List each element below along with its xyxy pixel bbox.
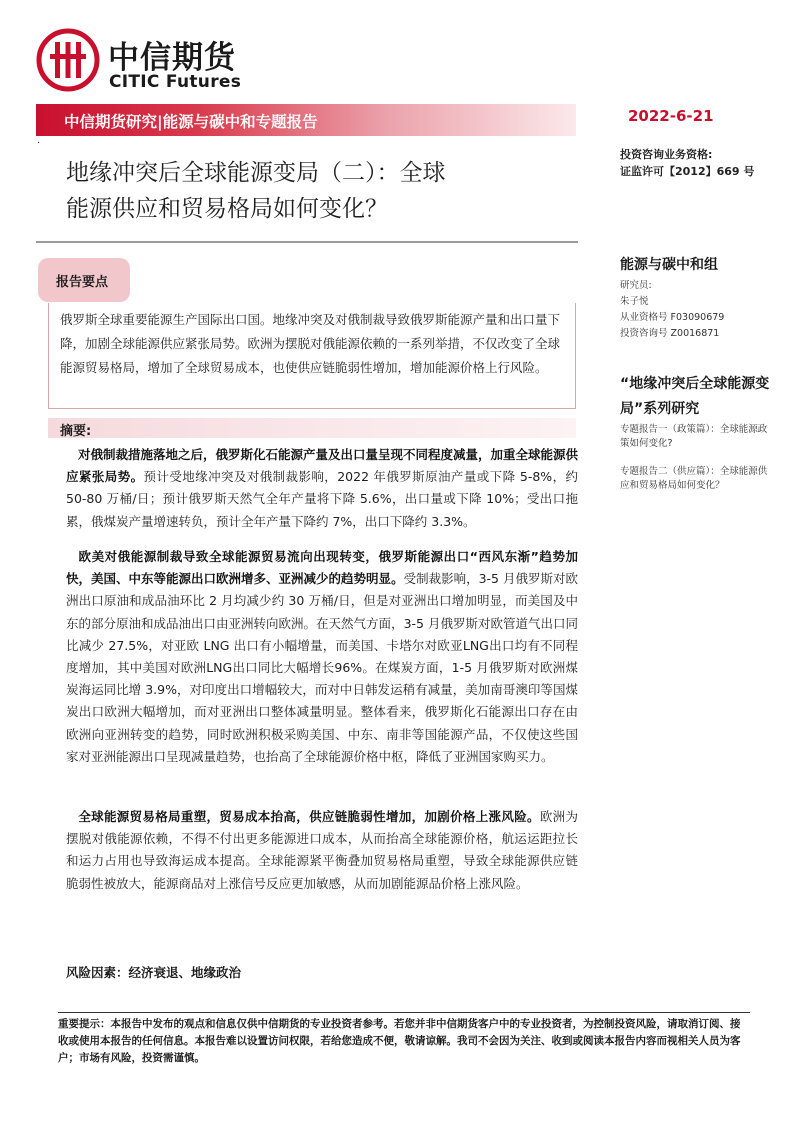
series-title: “地缘冲突后全球能源变局”系列研究 <box>620 376 770 417</box>
analyst-label: 研究员: <box>620 280 652 291</box>
summary-label: 摘要: <box>60 424 92 439</box>
citic-logo-icon <box>36 28 100 92</box>
keypoints-label: 报告要点 <box>56 275 109 290</box>
risk-factors: 风险因素：经济衰退、地缘政治 <box>66 965 242 980</box>
report-title <box>66 155 576 227</box>
title-line-1: 地缘冲突后全球能源变局（二）：全球 <box>66 160 446 186</box>
related-report-1[interactable]: 专题报告一（政策篇）：全球能源政策如何变化? <box>620 424 768 449</box>
summary-paragraph-3 <box>66 806 578 895</box>
related-report-2[interactable]: 专题报告二（供应篇）：全球能源供应和贸易格局如何变化？ <box>620 466 768 491</box>
paragraph-3-body: 欧洲为摆脱对俄能源依赖，不得不付出更多能源进口成本，从而抬高全球能源价格，航运运距拉长和运力占用也导致海运成本提高。全球能源紧平衡叠加贸易格局重塑，导致全球能源供应链脆弱性被放大，能源商品对上涨信号反应更加敏感，从而加剧能源品价格上涨风险。 <box>66 809 578 891</box>
summary-header-bar <box>48 418 576 438</box>
qualification-block <box>620 146 780 180</box>
keypoints-text: 俄罗斯全球重要能源生产国际出口国。地缘冲突及对俄制裁导致俄罗斯能源产量和出口量下降，加剧全球能源供应紧张局势。欧洲为摆脱对俄能源依赖的一系列举措，不仅改变了全球能源贸易格局，增加了全球贸易成本，也使供应链脆弱性增加，增加能源价格上行风险。 <box>60 312 561 375</box>
report-category-banner <box>36 104 576 136</box>
logo-english-name: CITIC Futures <box>109 72 242 92</box>
paragraph-2-body: 受制裁影响，3-5 月俄罗斯对欧洲出口原油和成品油环比 2 月均减少约 30 万桶/日，但是对亚洲出口增加明显，而美国及中东的部分原油和成品油出口由亚洲转向欧洲。在天然气方面，3-5 月俄罗斯对欧管道气出口同比减少 27.5%，对亚欧 LNG 出口有小幅增量，而美国、卡塔尔对欧亚LNG出口均有不同程度增加，其中美国对欧洲LNG出口同比大幅增长96%。在煤炭方面，1-5 月俄罗斯对欧洲煤炭海运同比增 3.9%，对印度出口增幅较大，而对中日韩发运稍有减量，美加南哥澳印等国煤炭出口欧洲大幅增加，而对亚洲出口整体减量明显。整体看来，俄罗斯化石能源出口存在由欧洲向亚洲转变的趋势，同时欧洲积极采购美国、中东、南非等国能源产品，不仅使这些国家对亚洲能源出口呈现减量趋势，也抬高了全球能源价格中枢，降低了亚洲国家购买力。 <box>66 571 578 764</box>
keypoints-tab <box>38 258 130 302</box>
banner-dot: · <box>37 138 41 149</box>
report-date: 2022-6-21 <box>628 107 714 125</box>
logo-chinese-name: 中信期货 <box>108 40 236 76</box>
title-line-2: 能源供应和贸易格局如何变化？ <box>66 196 388 222</box>
analyst-name: 朱子悦 <box>620 296 649 307</box>
paragraph-2-lead: 欧美对俄能源制裁导致全球能源贸易流向出现转变，俄罗斯能源出口“西风东渐”趋势加快，美国、中东等能源出口欧洲增多、亚洲减少的趋势明显。 <box>66 549 578 587</box>
research-group: 能源与碳中和组 <box>620 257 718 273</box>
qualification-value: 证监许可【2012】669 号 <box>620 165 755 178</box>
qualification-label: 投资咨询业务资格: <box>620 148 713 161</box>
disclaimer-divider <box>58 1012 750 1013</box>
citic-futures-logo <box>36 26 246 96</box>
consult-number: 投资咨询号 Z0016871 <box>620 328 720 339</box>
title-divider <box>36 241 578 243</box>
analyst-info <box>620 278 724 342</box>
disclaimer-text: 重要提示：本报告中发布的观点和信息仅供中信期货的专业投资者参考。若您并非中信期货客户中的专业投资者，为控制投资风险，请取消订阅、接收或使用本报告的任何信息。本报告难以设置访问权限，若给您造成不便，敬请谅解。我司不会因为关注、收到或阅读本报告内容而视相关人员为客户；市场有风险，投资需谨慎。 <box>58 1018 741 1064</box>
paragraph-1-body: 预计受地缘冲突及对俄制裁影响，2022 年俄罗斯原油产量或下降 5-8%，约 50-80 万桶/日；预计俄罗斯天然气全年产量将下降 5.6%，出口量或下降 10%；受出口拖累，俄煤炭产量增速转负，预计全年产量下降约 7%，出口下降约 3.3%。 <box>66 469 578 529</box>
license-number: 从业资格号 F03090679 <box>620 312 725 323</box>
summary-paragraph-2 <box>66 546 578 768</box>
paragraph-1-lead: 对俄制裁措施落地之后，俄罗斯化石能源产量及出口量呈现不同程度减量，加重全球能源供应紧张局势。 <box>66 447 579 485</box>
summary-paragraph-1 <box>66 444 578 533</box>
paragraph-3-lead: 全球能源贸易格局重塑，贸易成本抬高，供应链脆弱性增加，加剧价格上涨风险。 <box>78 809 540 824</box>
banner-text: 中信期货研究|能源与碳中和专题报告 <box>64 113 318 131</box>
